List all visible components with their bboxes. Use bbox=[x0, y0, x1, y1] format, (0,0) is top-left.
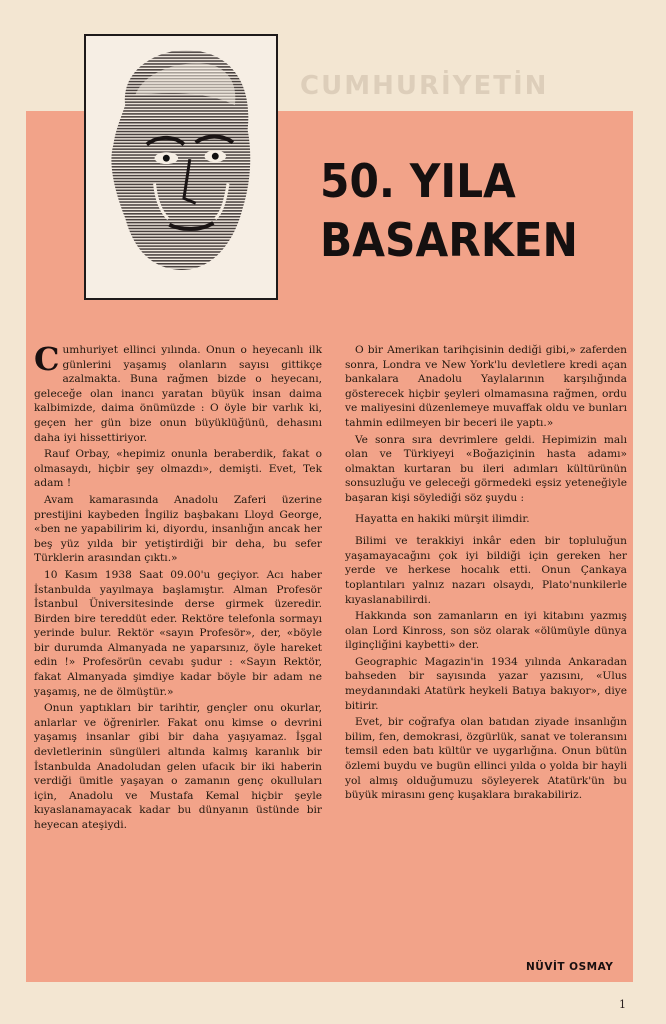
paragraph-text: umhuriyet ellinci yılında. Onun o heyecanlı ilk günlerini yaşamış olanların sayısı gittikçe azalmakta. Buna rağmen bizde o heyecanı, geleceğe olan inancı yaratan büyük insan daima kalbimizde, daima önümüzde : O öyle bir varlık ki, geçen her gün bize onun büyüklüğünü, dehasını daha iyi hissettiriyor. bbox=[34, 344, 322, 444]
dropcap-letter: C bbox=[34, 340, 60, 378]
background-title-line1: CUMHURİYETİN bbox=[300, 71, 549, 101]
headline-line1: 50. YILA bbox=[320, 154, 516, 208]
paragraph bbox=[34, 340, 322, 445]
quote-line: Hayatta en hakiki mürşit ilimdir. bbox=[355, 512, 530, 525]
ataturk-portrait bbox=[84, 34, 278, 300]
right-text-column bbox=[345, 343, 627, 805]
paragraph: Ve sonra sıra devrimlere geldi. Hepimizin malı olan ve Türkiyeyi «Boğaziçinin hasta adamı» olmaktan kurtaran bu ileri adımları kültürünün sonsuzluğu ve geleceği görmedeki eşsiz yeteneğiyle başaran kişi söylediği söz şuydu : bbox=[345, 433, 627, 504]
paragraph: Geographic Magazin'in 1934 yılında Ankaradan bahseden bir sayısında yazar yazısını, «Ulus meydanındaki Atatürk heykeli Batıya bakıyor», diye bitirir. bbox=[345, 655, 627, 712]
paragraph: Onun yaptıkları bir tarihtir, gençler onu okurlar, anlarlar ve öğrenirler. Fakat onu kimse o devrini yaşamış insanlar gibi bir daha yaşıyamaz. İşgal devletlerinin süngüleri altında kalmış karanlık bir İstanbulda Anadoludan gelen ufacık bir iki haberin verdiği ümitle yaşayan o zamanın genç okulluları için, Anadolu ve Mustafa Kemal hiçbir şeyle kıyaslanamayacak kadar bu dünyanın üstünde bir heyecan ateşiydi. bbox=[34, 702, 322, 831]
paragraph: Rauf Orbay, «hepimiz onunla beraberdik, fakat o olmasaydı, hiçbir şey olmazdı», demişti. Evet, Tek adam ! bbox=[34, 448, 322, 490]
author-byline: NÜVİT OSMAY bbox=[526, 961, 614, 973]
paragraph: Avam kamarasında Anadolu Zaferi üzerine prestijini kaybeden İngiliz başbakanı Lloyd George, «ben ne yapabilirim ki, diyordu, insanlığın ancak her beş yüz yılda bir yetiştirdiği bir deha, bu sefer Türklerin arasından çıktı.» bbox=[34, 493, 322, 565]
paragraph: 10 Kasım 1938 Saat 09.00'u geçiyor. Acı haber İstanbulda yayılmaya başlamıştır. Alman Profesör İstanbul Üniversitesinde derse girmek üzeredir. Birden bire tereddüt eder. Rektöre telefonla sormayı yerinde bulur. Rektör «sayın Profesör», der, «böyle bir durumda Almanyada ne yaparsınız, öyle hareket edin !» Profesörün cevabı şudur : «Sayın Rektör, fakat Almanyada şimdiye kadar böyle bir adam ne yaşamış, ne de ölmüştür.» bbox=[34, 568, 322, 698]
headline-line2: BASARKEN bbox=[320, 213, 578, 267]
article-headline bbox=[320, 152, 596, 270]
paragraph: Bilimi ve terakkiyi inkâr eden bir topluluğun yaşamayacağını çok iyi bildiği için gereken her yerde ve herkese hocalık etti. Onun Çankaya toplantıları yalnız nazarı olsaydı, Plato'nunkilerle kıyaslanabilirdi. bbox=[345, 535, 627, 606]
paragraph: O bir Amerikan tarihçisinin dediği gibi,» zaferden sonra, Londra ve New York'lu devletlere kredi açan bankalara Anadolu Yaylalarının karşılığında gösterecek hiçbir şeyleri olmamasına rağmen, ordu ve maliyesini düzenlemeye muvaffak oldu ve bunları tahmin edilmeyen bir beceri ile yaptı.» bbox=[345, 344, 627, 429]
left-text-column bbox=[34, 340, 322, 835]
paragraph: Hakkında son zamanların en iyi kitabını yazmış olan Lord Kinross, son söz olarak «ölümüyle dünya ilginçliğini kaybetti» der. bbox=[345, 610, 627, 652]
paragraph: Evet, bir coğrafya olan batıdan ziyade insanlığın bilim, fen, demokrasi, özgürlük, sanat ve toleransını temsil eden batı kültür ve uygarlığına. Onun bütün özlemi buydu ve bugün ellinci yılda o yolda bir hayli yol almış olduğumuzu söyleyerek Atatürk'ün bu büyük mirasını genç kuşaklara bırakabiliriz. bbox=[345, 716, 627, 802]
page-number: 1 bbox=[619, 998, 626, 1011]
